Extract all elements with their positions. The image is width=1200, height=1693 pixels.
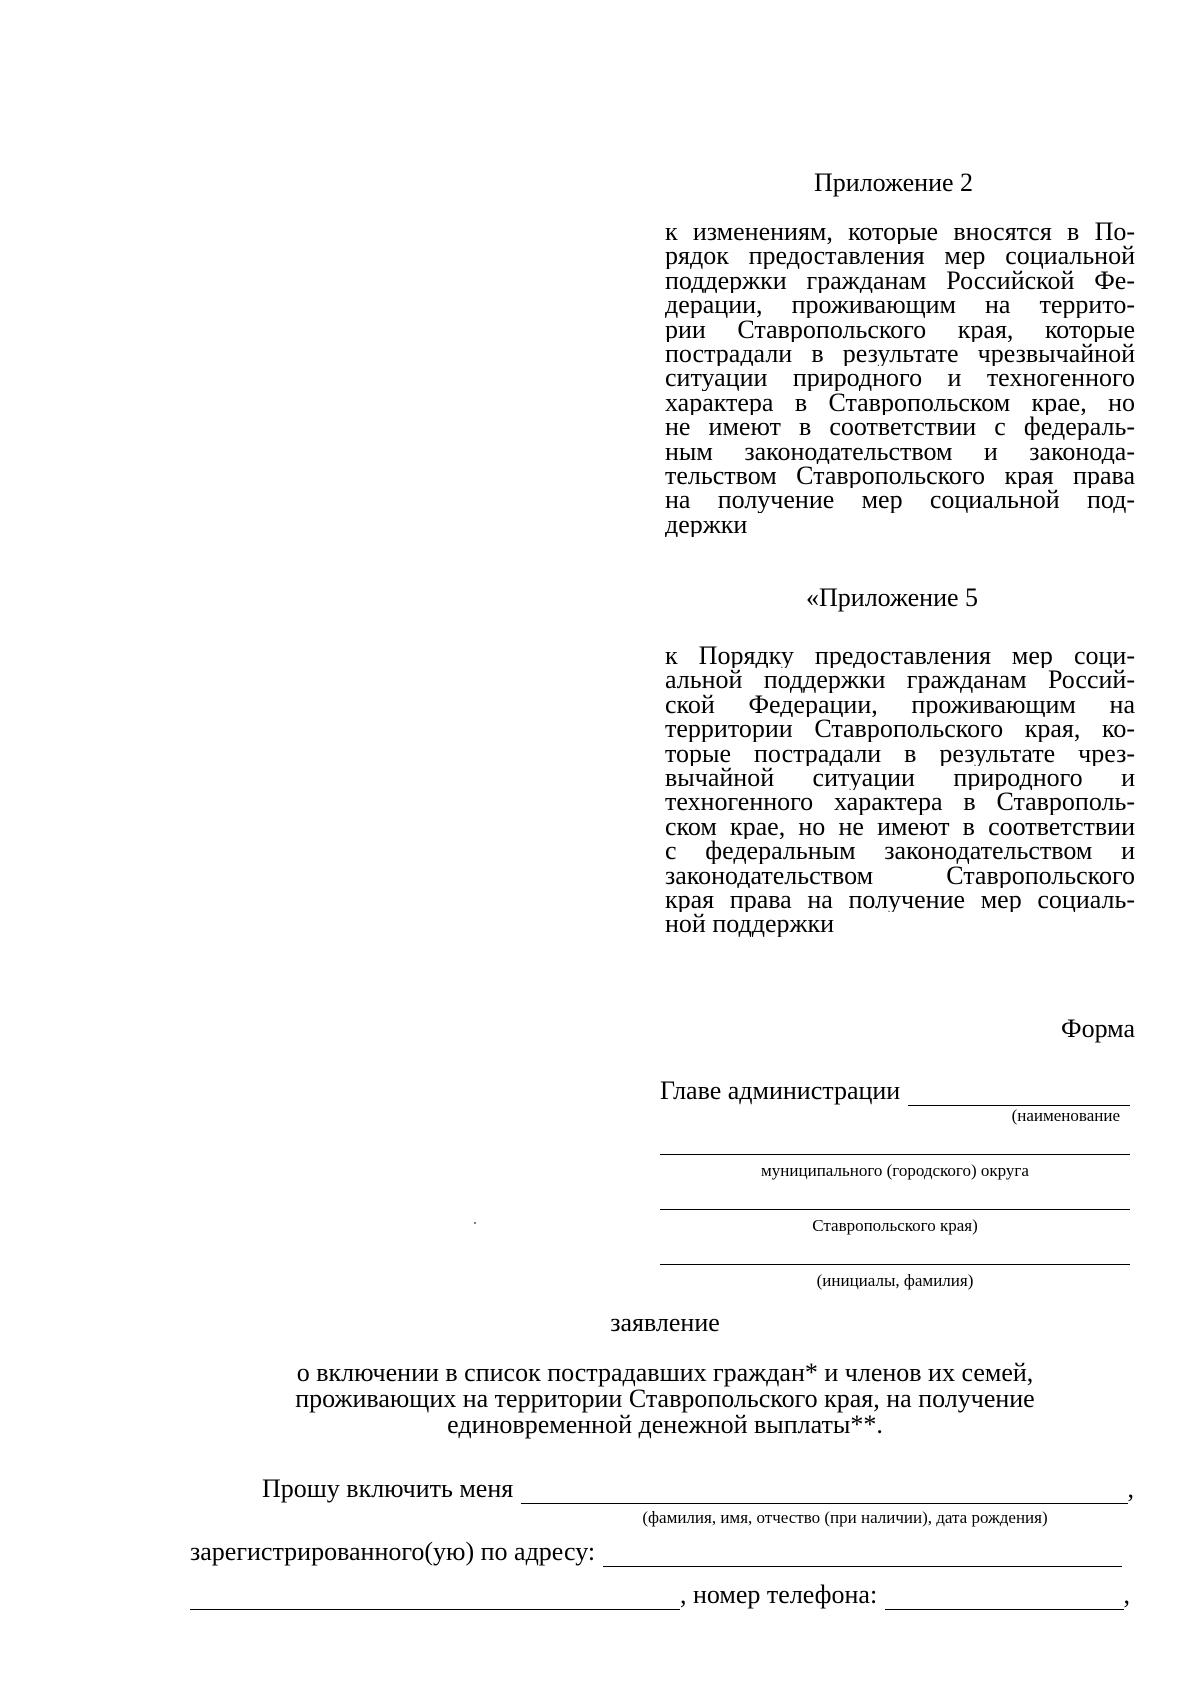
appendix-2-line: дерации, проживающим на террито- [665,293,1135,318]
appendix-2-line: держки [665,512,748,538]
appendix-2-line: характера в Ставропольском крае, но [665,390,1135,416]
comma: , [1123,1580,1130,1609]
appendix-2-line: рии Ставропольского края, которые [665,317,1135,343]
appendix-5-title: «Приложение 5 [806,583,979,612]
appendix-2-line: не имеют в соответствии с федераль- [665,415,1135,440]
appendix-5-text [665,644,1135,937]
appendix-5-line: вычайной ситуации природного и [665,766,1135,791]
caption-initials: (инициалы, фамилия) [816,1271,974,1290]
appendix-5-line: альной поддержки гражданам Россий- [665,668,1135,693]
appendix-2-line: ситуации природного и техногенного [665,366,1135,391]
statement-subtitle [230,1360,1100,1438]
scan-speck [474,1222,476,1224]
caption-region: Ставропольского края) [812,1216,978,1235]
appendix-5-line: ском крае, но не имеют в соответствии [665,814,1135,840]
appendix-2-line: тельством Ставропольского края права [665,464,1135,489]
appendix-5-line: к Порядку предоставления мер соци- [665,644,1135,669]
appendix-2-line: ным законодательством и законода- [665,439,1135,465]
address-label: зарегистрированного(ую) по адресу: [190,1537,596,1566]
address-field[interactable] [603,1540,1122,1567]
address-continuation-field[interactable] [190,1583,680,1610]
appendix-2-line: рядок предоставления мер социальной [665,244,1135,269]
district-name-field[interactable] [660,1126,1130,1155]
appendix-5-line: техногенного характера в Ставрополь- [665,790,1135,815]
full-name-caption: (фамилия, имя, отчество (при наличии), дата рождения) [642,1508,1048,1527]
phone-label: , номер телефона: [680,1580,878,1609]
appendix-5-line: с федеральным законодательством и [665,839,1135,864]
phone-field[interactable] [885,1583,1123,1610]
statement-subtitle-line: проживающих на территории Ставропольского края, на получение [295,1384,1035,1413]
appendix-5-line: законодательством Ставропольского [665,863,1135,889]
caption-district: муниципального (городского) округа [761,1161,1029,1180]
request-row-name [262,1474,1134,1504]
appendix-5-line: торые пострадали в результате чрез- [665,741,1135,767]
request-label: Прошу включить меня [262,1474,514,1503]
comma: , [1127,1474,1134,1503]
appendix-2-title: Приложение 2 [814,168,974,197]
addressee-head-row [660,1074,1130,1106]
appendix-2-line: поддержки гражданам Российской Фе- [665,268,1135,294]
caption-name: (наименование [1011,1106,1120,1125]
request-row-address [190,1537,1122,1567]
statement-subtitle-line: единовременной денежной выплаты**. [447,1410,883,1439]
statement-title: заявление [610,1308,720,1337]
initials-field[interactable] [660,1236,1130,1265]
appendix-2-text [665,220,1135,537]
appendix-2-line: на получение мер социальной под- [665,488,1135,513]
appendix-5-line: ской Федерации, проживающим на [665,692,1135,718]
form-label: Форма [1061,1014,1135,1043]
appendix-5-line: территории Ставропольского края, ко- [665,717,1135,742]
region-name-field[interactable] [660,1181,1130,1210]
appendix-5-line: края права на получение мер социаль- [665,888,1135,913]
appendix-2-line: к изменениям, которые вносятся в По- [665,220,1135,245]
appendix-2-line: пострадали в результате чрезвычайной [665,342,1135,367]
administration-name-field[interactable] [908,1077,1130,1106]
statement-subtitle-line: о включении в список пострадавших граждан* и членов их семей, [296,1358,1034,1387]
full-name-field[interactable] [521,1477,1127,1504]
request-row-phone [190,1580,1130,1610]
addressee-block [660,1074,1130,1291]
appendix-5-line: ной поддержки [665,912,834,937]
addressee-head: Главе администрации [660,1076,901,1105]
